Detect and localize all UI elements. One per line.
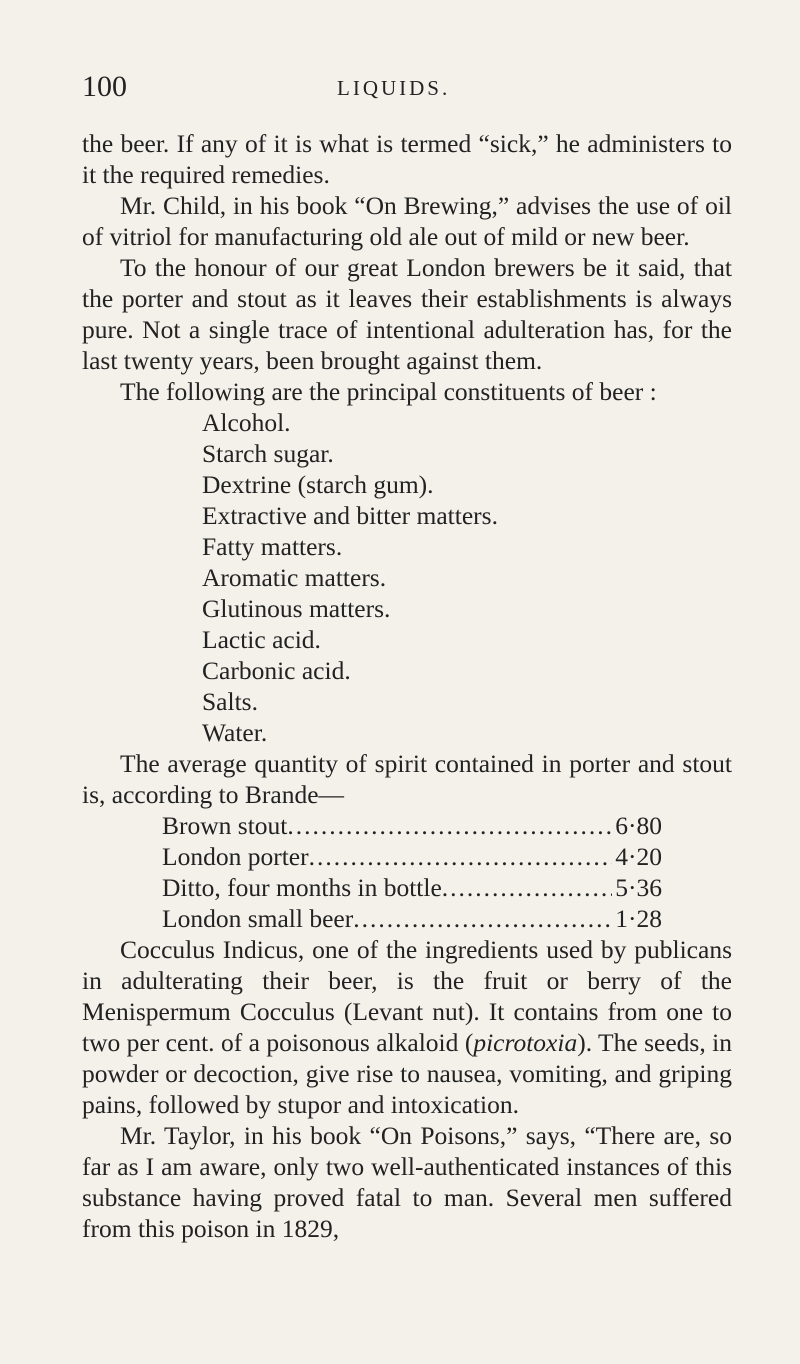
- paragraph: To the honour of our great London brewers be it said, that the porter and stout as it leaves their establishments is always pure. Not a single trace of intentional adulteration has, for the last twenty years, been brought against them.: [82, 253, 732, 375]
- list-item: Salts.: [202, 687, 258, 716]
- dot-leader: [287, 810, 612, 841]
- paragraph: Mr. Child, in his book “On Brewing,” advises the use of oil of vitriol for manufacturing old ale out of mild or new beer.: [82, 191, 732, 251]
- list-item: Lactic acid.: [202, 625, 321, 654]
- row-value: 4·20: [615, 842, 662, 871]
- text-run: Cocculus Indicus, one of the ingredients used by publicans in adulterating their beer, is the fruit or berry of the Menispermum Cocculus (Levant nut). It contains from one to two per cent. of a poisonous alkaloid (: [82, 935, 732, 1057]
- page-body: [82, 128, 732, 1244]
- list-item: Dextrine (starch gum).: [202, 470, 434, 499]
- paragraph: Mr. Taylor, in his book “On Poisons,” says, “There are, so far as I am aware, only two well-authenticated instances of this substance having proved fatal to man. Several men suffered from this poison in 1829,: [82, 1121, 732, 1243]
- table-row: [162, 810, 662, 841]
- row-label: Ditto, four months in bottle: [162, 873, 442, 902]
- row-value: 5·36: [615, 873, 662, 902]
- italic-term: picrotoxia: [473, 1028, 578, 1057]
- running-title: LIQUIDS.: [337, 76, 451, 100]
- list-item: Alcohol.: [202, 408, 291, 437]
- dot-leader: [309, 841, 612, 872]
- page-header: [0, 70, 800, 110]
- dot-leader: [353, 903, 612, 934]
- table-row: [162, 903, 662, 934]
- paragraph: [82, 934, 732, 1120]
- list-item: Starch sugar.: [202, 439, 334, 468]
- row-label: Brown stout: [162, 811, 288, 840]
- dot-leader: [442, 872, 612, 903]
- row-label: London porter: [162, 842, 309, 871]
- row-label: London small beer: [162, 904, 354, 933]
- paragraph: The following are the principal constituents of beer :: [120, 377, 657, 406]
- row-value: 6·80: [615, 811, 662, 840]
- paragraph: The average quantity of spirit contained in porter and stout is, according to Brande—: [82, 749, 732, 809]
- list-item: Fatty matters.: [202, 532, 343, 561]
- list-item: Water.: [202, 718, 268, 747]
- row-value: 1·28: [615, 904, 662, 933]
- list-item: Glutinous matters.: [202, 594, 391, 623]
- page-number: 100: [82, 70, 127, 103]
- list-item: Carbonic acid.: [202, 656, 351, 685]
- list-item: Aromatic matters.: [202, 563, 387, 592]
- table-row: [162, 872, 662, 903]
- constituents-list: [82, 407, 732, 748]
- paragraph: the beer. If any of it is what is termed “sick,” he administers to it the required remedies.: [82, 129, 732, 189]
- table-row: [162, 841, 662, 872]
- text-run: ). The seeds, in powder or decoction, give rise to nausea, vomiting, and griping pains, followed by stupor and intoxication.: [82, 1028, 732, 1119]
- spirit-table: [82, 810, 732, 934]
- list-item: Extractive and bitter matters.: [202, 501, 498, 530]
